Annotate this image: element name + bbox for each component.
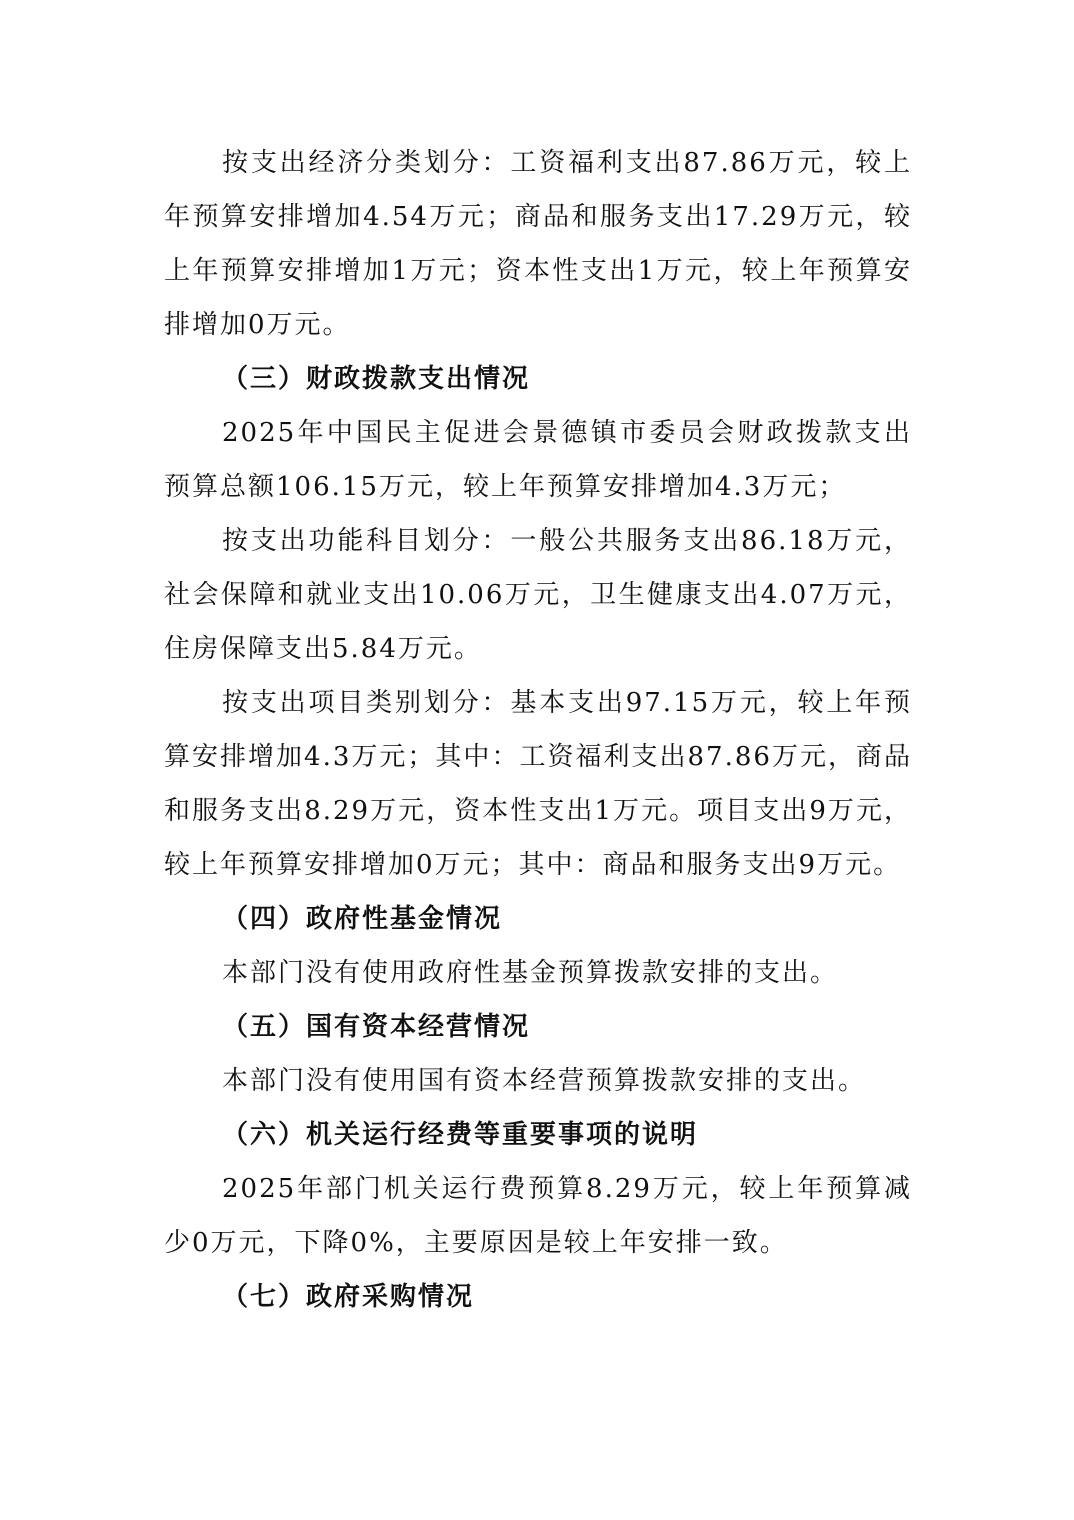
paragraph-economic-classification: 按支出经济分类划分：工资福利支出87.86万元，较上年预算安排增加4.54万元；商品和服务支出17.29万元，较上年预算安排增加1万元；资本性支出1万元，较上年预算安排增加0万元。 — [164, 148, 912, 340]
paragraph-fiscal-total: 2025年中国民主促进会景德镇市委员会财政拨款支出预算总额106.15万元，较上年预算安排增加4.3万元； — [164, 418, 912, 502]
section-heading-operating-expenses: （六）机关运行经费等重要事项的说明 — [222, 1120, 699, 1150]
paragraph-state-capital: 本部门没有使用国有资本经营预算拨款安排的支出。 — [222, 1066, 867, 1096]
section-heading-state-capital: （五）国有资本经营情况 — [222, 1012, 531, 1042]
paragraph-functional-classification: 按支出功能科目划分：一般公共服务支出86.18万元，社会保障和就业支出10.06万元，卫生健康支出4.07万元，住房保障支出5.84万元。 — [164, 526, 912, 664]
paragraph-project-category: 按支出项目类别划分：基本支出97.15万元，较上年预算安排增加4.3万元；其中：工资福利支出87.86万元，商品和服务支出8.29万元，资本性支出1万元。项目支出9万元，较上年预算安排增加0万元；其中：商品和服务支出9万元。 — [164, 688, 912, 880]
section-heading-procurement: （七）政府采购情况 — [222, 1282, 475, 1312]
section-heading-government-fund: （四）政府性基金情况 — [222, 904, 503, 934]
paragraph-government-fund: 本部门没有使用政府性基金预算拨款安排的支出。 — [222, 958, 839, 988]
document-body — [164, 136, 912, 1324]
section-heading-fiscal-expenditure: （三）财政拨款支出情况 — [222, 364, 531, 394]
paragraph-operating-expenses: 2025年部门机关运行费预算8.29万元，较上年预算减少0万元，下降0%，主要原因是较上年安排一致。 — [164, 1174, 912, 1258]
